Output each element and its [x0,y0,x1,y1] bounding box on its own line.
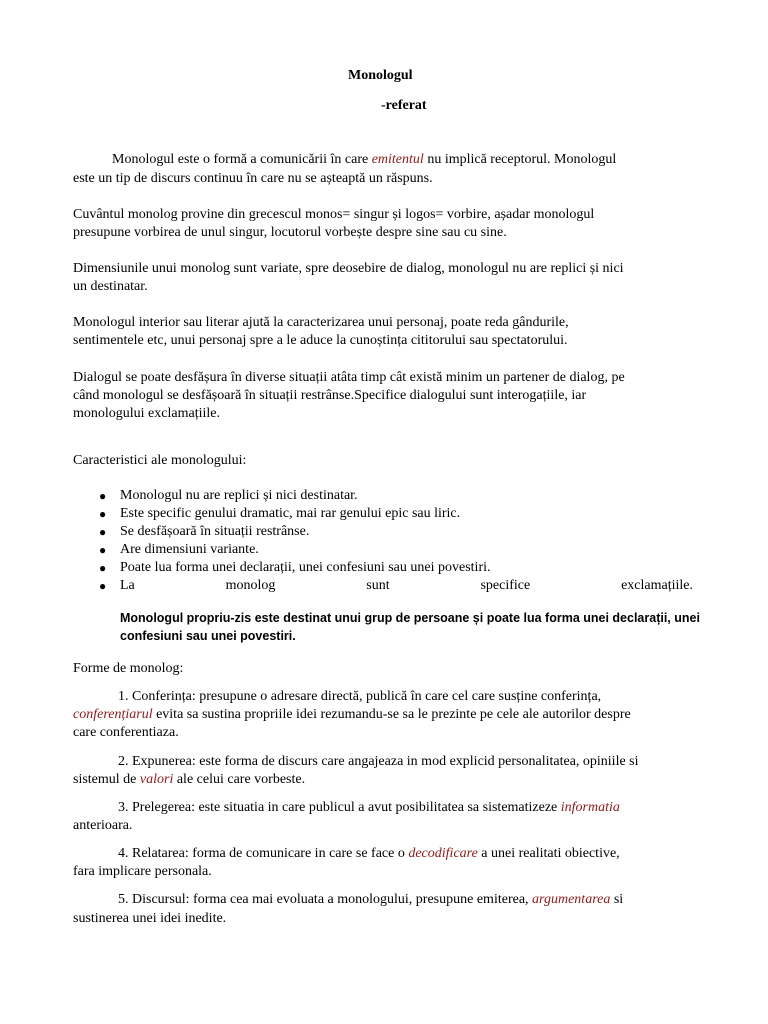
forms-heading: Forme de monolog: [73,661,184,676]
form-4-line-2: fara implicare personala. [73,864,212,879]
bold-note-line-1: Monologul propriu-zis este destinat unui grup de persoane și poate lua forma unei declarații, unei [120,611,700,625]
paragraph-2-line-1: Cuvântul monolog provine din grecescul monos= singur și logos= vorbire, așadar monologul [73,207,595,222]
document-title: Monologul [348,68,413,83]
bullet-icon: ● [99,507,107,521]
paragraph-1-line-1 [112,151,616,169]
list-item: Este specific genului dramatic, mai rar genului epic sau liric. [120,506,461,521]
emphasis-term: informatia [560,800,620,815]
paragraph-3-line-2: un destinatar. [73,279,148,294]
form-3-line-2: anterioara. [73,818,133,833]
text-run: Monologul este o formă a comunicării în care [112,152,372,167]
text-run: si [610,892,624,907]
form-1-line-3: care conferentiaza. [73,725,179,740]
word: exclamațiile. [621,578,693,593]
paragraph-5-line-3: monologului exclamațiile. [73,406,220,421]
form-4-line-1 [118,845,620,863]
paragraph-3-line-1: Dimensiunile unui monolog sunt variate, spre deosebire de dialog, monologul nu are replici și nici [73,261,624,276]
list-item: Poate lua forma unei declarații, unei confesiuni sau unei povestiri. [120,560,491,575]
emphasis-term: decodificare [408,846,478,861]
bullet-icon: ● [99,579,107,593]
text-run: sistemul de [73,772,140,787]
word: specifice [480,578,531,593]
bullet-icon: ● [99,561,107,575]
word: monolog [225,578,276,593]
word: La [120,578,135,593]
text-run: nu implică receptorul. Monologul [423,152,617,167]
paragraph-4-line-2: sentimentele etc, unui personaj spre a le aduce la cunoștința cititorului sau spectatorului. [73,333,568,348]
text-run: evita sa sustina propriile idei rezumandu-se sa le prezinte pe cele ale autorilor despre [152,707,631,722]
text-run: a unei realitati obiective, [477,846,620,861]
form-2-line-1: 2. Expunerea: este forma de discurs care angajeaza in mod explicid personalitatea, opiniile si [118,754,639,769]
bullet-icon: ● [99,543,107,557]
paragraph-4-line-1: Monologul interior sau literar ajută la caracterizarea unui personaj, poate reda gândurile, [73,315,569,330]
bullet-icon: ● [99,489,107,503]
form-5-line-2: sustinerea unei idei inedite. [73,911,227,926]
form-5-line-1 [118,891,623,909]
paragraph-5-line-2: când monologul se desfășoară în situații restrânse.Specifice dialogului sunt interogațiile, iar [73,388,587,403]
list-item: Se desfășoară în situații restrânse. [120,524,310,539]
word: sunt [366,578,390,593]
bold-note-line-2: confesiuni sau unei povestiri. [120,629,296,643]
list-item: Monologul nu are replici și nici destinatar. [120,488,358,503]
text-run: 4. Relatarea: forma de comunicare in care se face o [118,846,409,861]
emphasis-term: emitentul [371,152,424,167]
emphasis-term: valori [139,772,174,787]
form-3-line-1 [118,799,620,817]
list-item: Are dimensiuni variante. [120,542,259,557]
document-subtitle: -referat [381,98,427,113]
paragraph-2-line-2: presupune vorbirea de unul singur, locutorul vorbește despre sine sau cu sine. [73,225,507,240]
paragraph-1-line-2: este un tip de discurs continuu în care nu se așteaptă un răspuns. [73,171,433,186]
form-2-line-2 [73,771,305,789]
emphasis-term: conferențiarul [73,707,153,722]
paragraph-5-line-1: Dialogul se poate desfășura în diverse situații atâta timp cât există minim un partener de dialog, pe [73,370,625,385]
characteristics-heading: Caracteristici ale monologului: [73,453,247,468]
text-run: 5. Discursul: forma cea mai evoluata a monologului, presupune emiterea, [118,892,533,907]
text-run: ale celui care vorbeste. [173,772,306,787]
text-run: 3. Prelegerea: este situatia in care publicul a avut posibilitatea sa sistematizeze [118,800,561,815]
bullet-icon: ● [99,525,107,539]
form-1-line-1: 1. Conferința: presupune o adresare directă, publică în care cel care susține conferința, [118,689,602,704]
emphasis-term: argumentarea [532,892,611,907]
list-item-justified [120,577,693,595]
form-1-line-2 [73,706,631,724]
